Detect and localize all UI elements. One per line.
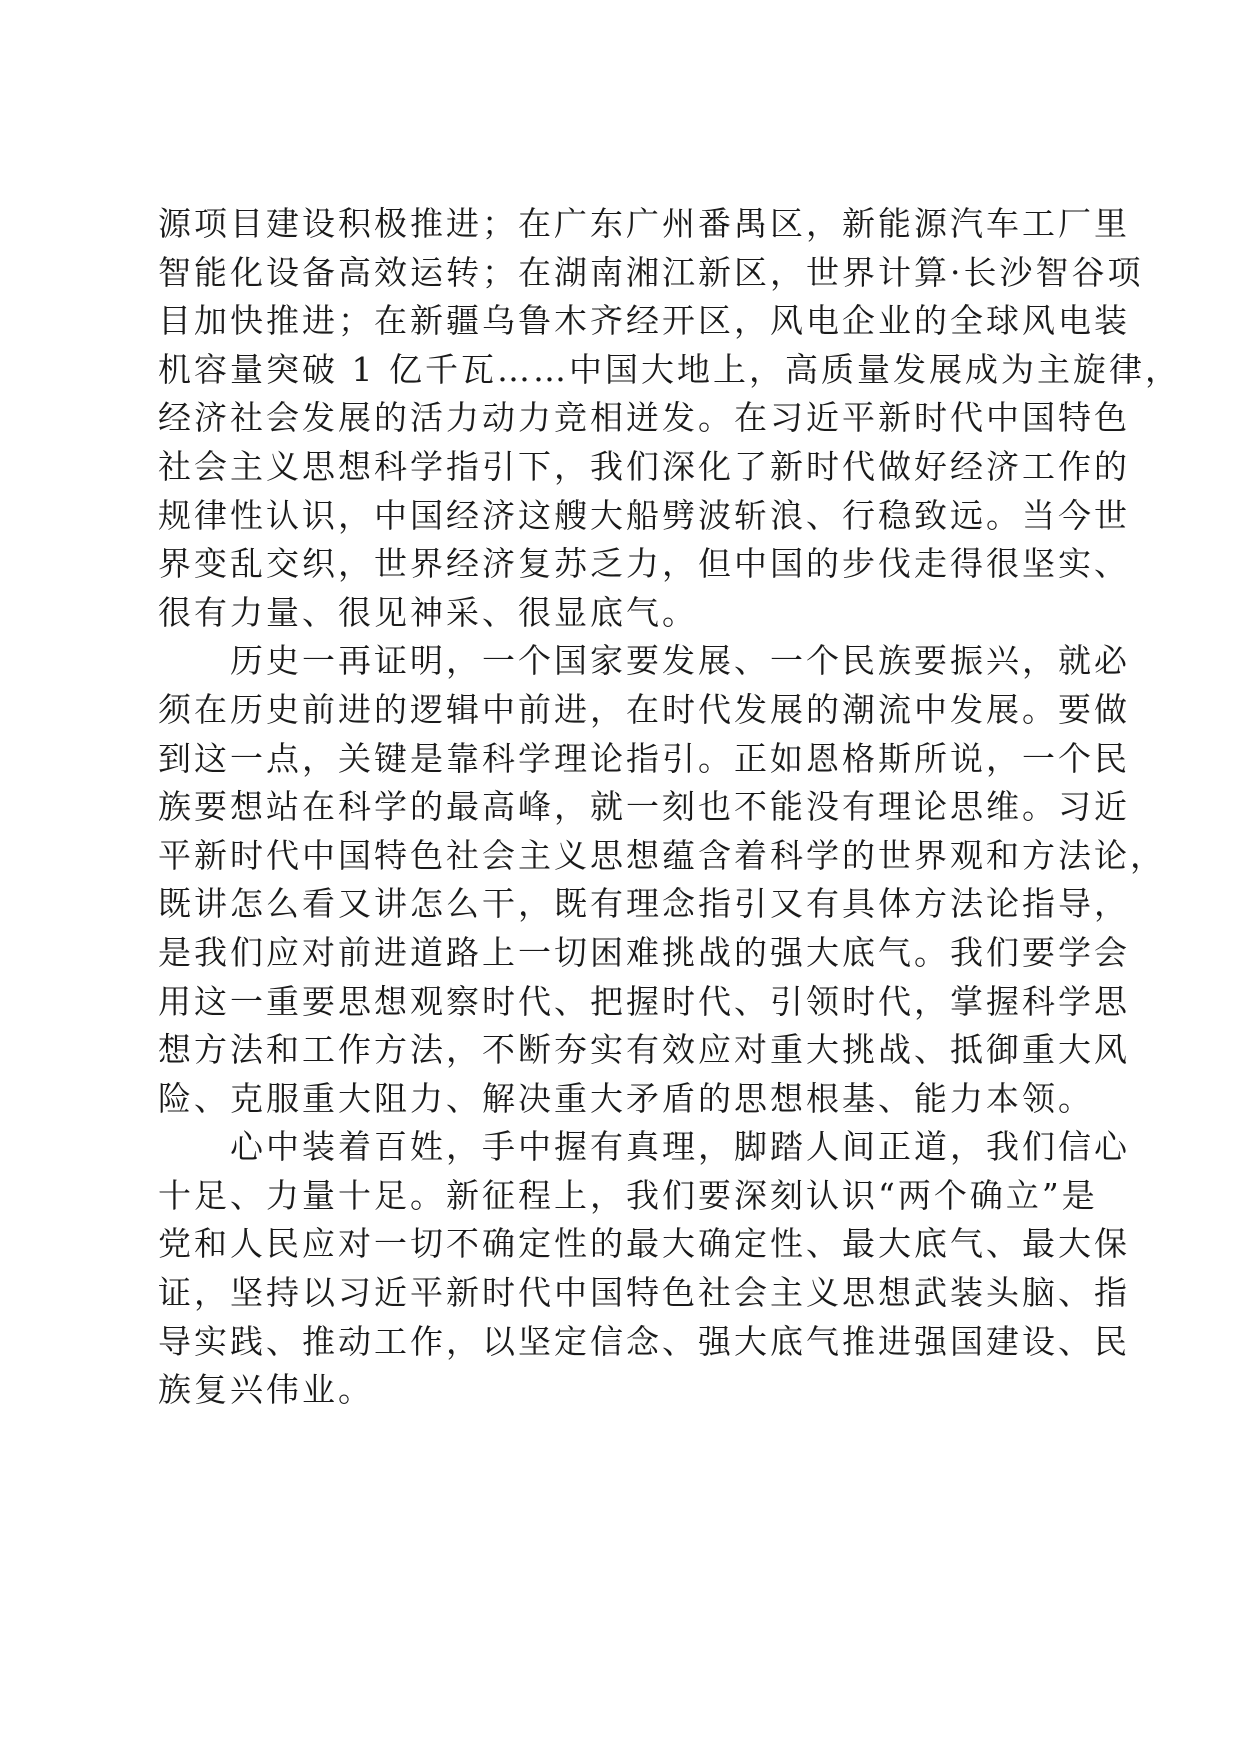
text-line: 想方法和工作方法，不断夯实有效应对重大挑战、抵御重大风 xyxy=(158,1030,1130,1070)
text-line: 心中装着百姓，手中握有真理，脚踏人间正道，我们信心 xyxy=(158,1127,1130,1167)
text-line: 是我们应对前进道路上一切困难挑战的强大底气。我们要学会 xyxy=(158,932,1130,972)
text-line: 党和人民应对一切不确定性的最大确定性、最大底气、最大保 xyxy=(158,1224,1130,1264)
text-line: 险、克服重大阻力、解决重大矛盾的思想根基、能力本领。 xyxy=(158,1078,1094,1118)
document-body xyxy=(158,200,1181,1415)
text-line: 导实践、推动工作，以坚定信念、强大底气推进强国建设、民 xyxy=(158,1321,1130,1361)
text-line: 智能化设备高效运转；在湖南湘江新区，世界计算·长沙智谷项 xyxy=(158,252,1144,292)
paragraph-2 xyxy=(158,637,1166,1123)
paragraph-3 xyxy=(158,1123,1130,1415)
text-line: 到这一点，关键是靠科学理论指引。正如恩格斯所说，一个民 xyxy=(158,738,1130,778)
text-line: 源项目建设积极推进；在广东广州番禺区，新能源汽车工厂里 xyxy=(158,204,1130,243)
text-line: 规律性认识，中国经济这艘大船劈波斩浪、行稳致远。当今世 xyxy=(158,495,1130,535)
text-line: 既讲怎么看又讲怎么干，既有理念指引又有具体方法论指导， xyxy=(158,884,1130,924)
text-line: 机容量突破 1 亿千瓦……中国大地上，高质量发展成为主旋律， xyxy=(158,349,1181,389)
paragraph-1 xyxy=(158,200,1181,637)
text-line: 目加快推进；在新疆乌鲁木齐经开区，风电企业的全球风电装 xyxy=(158,301,1130,341)
text-line: 平新时代中国特色社会主义思想蕴含着科学的世界观和方法论， xyxy=(158,835,1166,875)
text-line: 经济社会发展的活力动力竞相迸发。在习近平新时代中国特色 xyxy=(158,398,1130,438)
text-line: 族复兴伟业。 xyxy=(158,1370,374,1410)
text-line: 社会主义思想科学指引下，我们深化了新时代做好经济工作的 xyxy=(158,446,1130,486)
text-line: 须在历史前进的逻辑中前进，在时代发展的潮流中发展。要做 xyxy=(158,689,1130,729)
text-line: 用这一重要思想观察时代、把握时代、引领时代，掌握科学思 xyxy=(158,981,1130,1021)
text-line: 族要想站在科学的最高峰，就一刻也不能没有理论思维。习近 xyxy=(158,787,1130,827)
text-line: 历史一再证明，一个国家要发展、一个民族要振兴，就必 xyxy=(158,641,1130,681)
text-line: 证，坚持以习近平新时代中国特色社会主义思想武装头脑、指 xyxy=(158,1273,1130,1313)
text-line: 界变乱交织，世界经济复苏乏力，但中国的步伐走得很坚实、 xyxy=(158,544,1130,584)
text-line: 十足、力量十足。新征程上，我们要深刻认识“两个确立”是 xyxy=(158,1175,1098,1215)
text-line: 很有力量、很见神采、很显底气。 xyxy=(158,592,698,632)
